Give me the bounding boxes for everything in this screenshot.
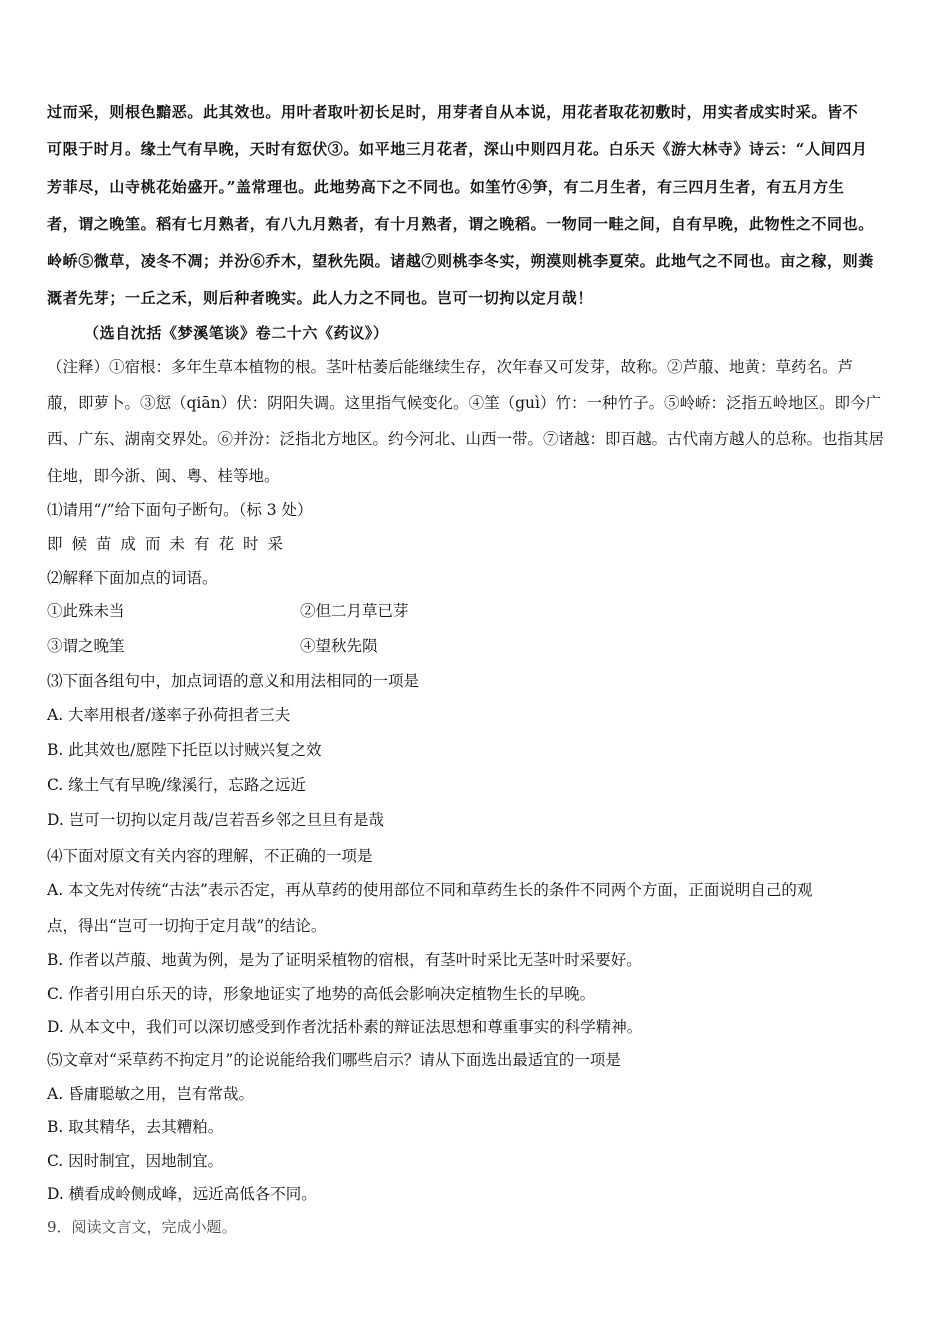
notes-line: 菔，即萝卜。③愆（qiān）伏：阴阳失调。这里指气候变化。④筀（guì）竹：一种竹子。⑤岭峤：泛指五岭地区。即今广 — [47, 394, 881, 412]
question-2-item: ④望秋先陨 — [300, 637, 378, 655]
passage-line: 岭峤⑤微草，凌冬不凋；并汾⑥乔木，望秋先陨。诸越⑦则桃李冬实，朔漠则桃李夏荣。此地气之不同也。亩之稼，则粪 — [47, 252, 874, 270]
question-4-option: B. 作者以芦菔、地黄为例，是为了证明采植物的宿根，有茎叶时采比无茎叶时采要好。 — [47, 951, 642, 969]
question-3-option: D. 岂可一切拘以定月哉/岂若吾乡邻之旦旦有是哉 — [47, 811, 384, 829]
question-5-option: B. 取其精华，去其糟粕。 — [47, 1118, 224, 1136]
notes-line: （注释）①宿根：多年生草本植物的根。茎叶枯萎后能继续生存，次年春又可发芽，故称。②芦菔、地黄：草药名。芦 — [47, 358, 854, 376]
question-5-option: D. 横看成岭侧成峰，远近高低各不同。 — [47, 1185, 317, 1203]
question-3-option: A. 大率用根者/遂率子孙荷担者三夫 — [47, 706, 291, 724]
notes-line: 西、广东、湖南交界处。⑥并汾：泛指北方地区。约今河北、山西一带。⑦诸越：即百越。古代南方越人的总称。也指其居 — [47, 430, 885, 448]
question-5-option: A. 昏庸聪敏之用，岂有常哉。 — [47, 1085, 255, 1103]
question-4-option: A. 本文先对传统“古法”表示否定，再从草药的使用部位不同和草药生长的条件不同两个方面，正面说明自己的观 — [47, 881, 813, 899]
question-3-option: B. 此其效也/愿陛下托臣以讨贼兴复之效 — [47, 741, 322, 759]
question-1-prompt: ⑴请用“/”给下面句子断句。（标 3 处） — [47, 501, 313, 519]
passage-line: 可限于时月。缘土气有早晚，天时有愆伏③。如平地三月花者，深山中则四月花。白乐天《游大林寺》诗云：“人间四月 — [47, 140, 868, 158]
question-2-item: ③谓之晚筀 — [47, 637, 125, 655]
passage-line: 者，谓之晚筀。稻有七月熟者，有八九月熟者，有十月熟者，谓之晚稻。一物同一畦之间，自有早晚，此物性之不同也。 — [47, 215, 874, 233]
question-3-option: C. 缘土气有早晚/缘溪行，忘路之远近 — [47, 776, 306, 794]
question-3-prompt: ⑶下面各组句中，加点词语的意义和用法相同的一项是 — [47, 672, 420, 690]
question-4-prompt: ⑷下面对原文有关内容的理解，不正确的一项是 — [47, 847, 373, 865]
question-4-option: C. 作者引用白乐天的诗，形象地证实了地势的高低会影响决定植物生长的早晚。 — [47, 985, 596, 1003]
question-5-prompt: ⑸文章对“采草药不拘定月”的论说能给我们哪些启示？请从下面选出最适宜的一项是 — [47, 1051, 621, 1069]
question-2-prompt: ⑵解释下面加点的词语。 — [47, 569, 218, 587]
question-4-option: 点，得出“岂可一切拘于定月哉”的结论。 — [47, 917, 327, 935]
question-5-option: C. 因时制宜，因地制宜。 — [47, 1152, 224, 1170]
question-4-option: D. 从本文中，我们可以深切感受到作者沈括朴素的辩证法思想和尊重事实的科学精神。 — [47, 1018, 643, 1036]
passage-line: 溉者先芽；一丘之禾，则后种者晚实。此人力之不同也。岂可一切拘以定月哉！ — [47, 289, 594, 307]
passage-source: （选自沈括《梦溪笔谈》卷二十六《药议》） — [84, 324, 389, 342]
passage-line: 过而采，则根色黯恶。此其效也。用叶者取叶初长足时，用芽者自从本说，用花者取花初敷时，用实者成实时采。皆不 — [47, 103, 859, 121]
notes-line: 住地，即今浙、闽、粤、桂等地。 — [47, 467, 280, 485]
next-question-heading: 9．阅读文言文，完成小题。 — [47, 1218, 237, 1236]
question-1-sentence: 即候苗成而未有花时采 — [47, 535, 293, 553]
passage-line: 芳菲尽，山寺桃花始盛开。”盖常理也。此地势高下之不同也。如筀竹④笋，有二月生者，有三四月生者，有五月方生 — [47, 178, 845, 196]
question-2-item: ②但二月草已芽 — [300, 602, 409, 620]
question-2-item: ①此殊未当 — [47, 602, 125, 620]
